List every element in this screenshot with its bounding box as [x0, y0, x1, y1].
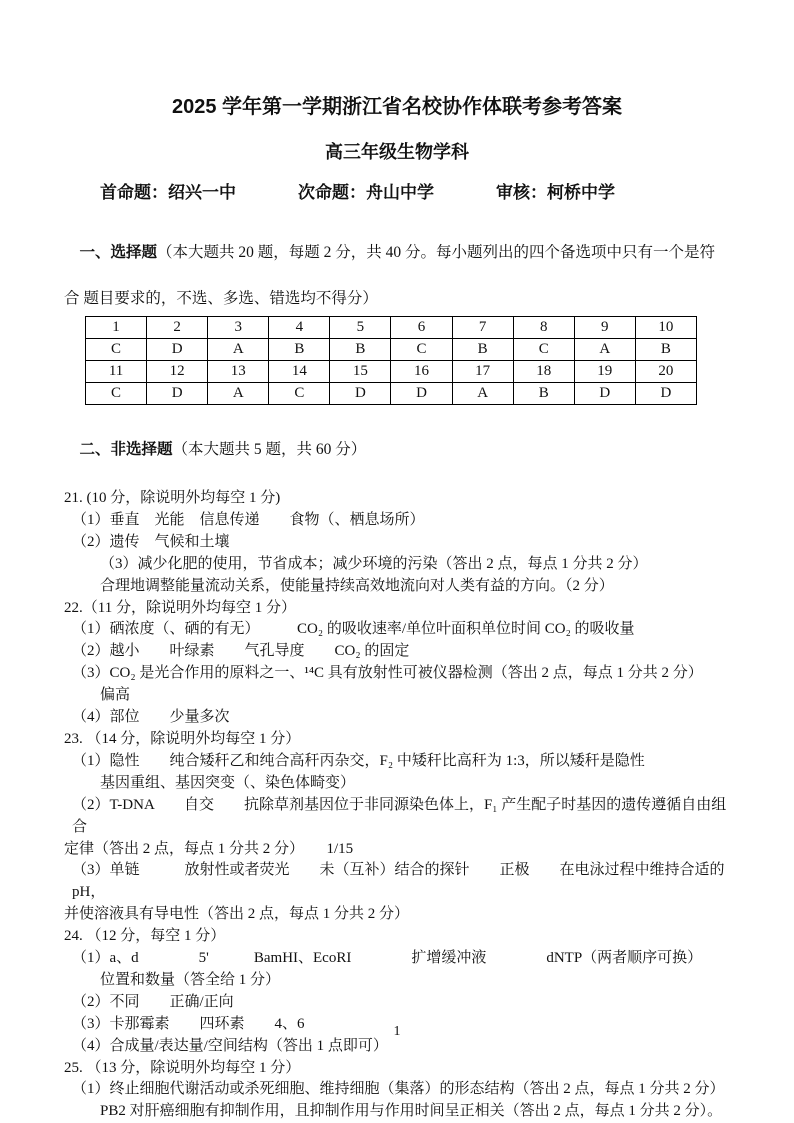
section-choice-heading-rest: （本大题共 20 题，每题 2 分，共 40 分。每小题列出的四个备选项中只有一个是符 [157, 244, 716, 261]
answer-line: （1）a、d 5' BamHI、EcoRI 扩增缓冲液 dNTP（两者顺序可换） [72, 950, 703, 967]
second-setter: 次命题：舟山中学 [298, 183, 434, 202]
section-free-heading [0, 415, 794, 484]
answer-line: 22.（11 分，除说明外均每空 1 分） [64, 599, 296, 616]
answer-cell: C [513, 339, 574, 361]
answer-line: （2）遗传 气候和土壤 [72, 533, 230, 550]
answer-line: 偏高 [100, 687, 131, 704]
committee-line [0, 182, 794, 204]
answer-cell: 15 [330, 361, 391, 383]
answer-letter-row [86, 339, 697, 361]
question-number-row [86, 317, 697, 339]
answer-cell: B [269, 339, 330, 361]
answer-line: 基因重组、基因突变（、染色体畸变） [100, 774, 356, 791]
answer-cell: A [452, 383, 513, 405]
section-choice-heading-bold: 一、选择题 [79, 244, 158, 261]
answer-cell: 18 [513, 361, 574, 383]
answer-cell: B [513, 383, 574, 405]
section-choice-heading-line2: 合 题目要求的，不选、多选、错选均不得分） [64, 290, 378, 307]
answer-line: 24. （12 分，每空 1 分） [64, 928, 226, 945]
answer-line: （1）终止细胞代谢活动或杀死细胞、维持细胞（集落）的形态结构（答出 2 点，每点 1 分共 2 分） [72, 1081, 725, 1098]
subject-subtitle: 高三年级生物学科 [325, 142, 469, 162]
answer-cell: 1 [86, 317, 147, 339]
answer-cell: D [147, 383, 208, 405]
answer-cell: 8 [513, 317, 574, 339]
answer-line: PB2 对肝癌细胞有抑制作用，且抑制作用与作用时间呈正相关（答出 2 点，每点 1 分共 2 分）。 [100, 1103, 723, 1120]
answer-line: 21. (10 分，除说明外均每空 1 分) [64, 490, 281, 506]
page-number: 1 [393, 1024, 401, 1039]
answer-line: （1）隐性 纯合矮秆乙和纯合高秆丙杂交，F₂ 中矮秆比高秆为 1:3，所以矮秆是隐性 [72, 752, 645, 769]
answer-line: 23. （14 分，除说明外均每空 1 分） [64, 730, 301, 747]
answer-cell: 7 [452, 317, 513, 339]
answer-line: （3）卡那霉素 四环素 4、6 [72, 1015, 305, 1032]
answer-cell: 12 [147, 361, 208, 383]
answer-cell: 2 [147, 317, 208, 339]
answer-table-body [86, 317, 697, 405]
answer-cell: D [330, 383, 391, 405]
answer-cell: D [391, 383, 452, 405]
answer-cell: C [269, 383, 330, 405]
answer-line: 位置和数量（答全给 1 分） [100, 971, 281, 988]
answer-line: （1）硒浓度（、硒的有无） CO₂ 的吸收速率/单位叶面积单位时间 CO₂ 的吸收量 [72, 621, 635, 638]
answer-line: 25. （13 分，除说明外均每空 1 分） [64, 1059, 301, 1076]
section-choice-heading [0, 218, 794, 287]
answer-cell: C [391, 339, 452, 361]
answer-line: （3）减少化肥的使用，节省成本；减少环境的污染（答出 2 点，每点 1 分共 2 分） [100, 555, 648, 572]
answer-cell: 11 [86, 361, 147, 383]
answer-cell: C [86, 383, 147, 405]
answer-line: （2）T-DNA 自交 抗除草剂基因位于非同源染色体上，F₁ 产生配子时基因的遗传遵循自由组合 [72, 796, 727, 835]
answer-line: （3）CO₂ 是光合作用的原料之一、¹⁴C 具有放射性可被仪器检测（答出 2 点，每点 1 分共 2 分） [72, 665, 703, 682]
question-number-row [86, 361, 697, 383]
answer-cell: 17 [452, 361, 513, 383]
answer-cell: 20 [635, 361, 696, 383]
answer-cell: D [635, 383, 696, 405]
answer-line: （1）垂直 光能 信息传递 食物（、栖息场所） [72, 511, 425, 528]
answer-line: （2）不同 正确/正向 [72, 993, 234, 1010]
answer-cell: 14 [269, 361, 330, 383]
answer-line: （3）单链 放射性或者荧光 未（互补）结合的探针 正极 在电泳过程中维持合适的 pH， [72, 862, 729, 901]
answer-line: 并使溶液具有导电性（答出 2 点，每点 1 分共 2 分） [64, 906, 410, 923]
answer-cell: 9 [574, 317, 635, 339]
first-setter: 首命题：绍兴一中 [100, 183, 236, 202]
answer-cell: D [147, 339, 208, 361]
answer-cell: B [330, 339, 391, 361]
answer-cell: A [574, 339, 635, 361]
answer-cell: 5 [330, 317, 391, 339]
answer-cell: A [208, 339, 269, 361]
answer-cell: 16 [391, 361, 452, 383]
answer-cell: D [574, 383, 635, 405]
answer-cell: 4 [269, 317, 330, 339]
document-title: 2025 学年第一学期浙江省名校协作体联考参考答案 [171, 96, 623, 118]
answer-cell: 3 [208, 317, 269, 339]
section-free-heading-rest: （本大题共 5 题，共 60 分） [172, 441, 367, 458]
answer-cell: 13 [208, 361, 269, 383]
answer-cell: B [635, 339, 696, 361]
answer-cell: 6 [391, 317, 452, 339]
reviewer: 审核：柯桥中学 [496, 183, 615, 202]
answer-cell: A [208, 383, 269, 405]
answer-cell: 10 [635, 317, 696, 339]
answer-line: （2）越小 叶绿素 气孔导度 CO₂ 的固定 [72, 643, 410, 660]
section-free-heading-bold: 二、非选择题 [79, 441, 173, 458]
answer-cell: B [452, 339, 513, 361]
answer-line: 定律（答出 2 点，每点 1 分共 2 分） 1/15 [64, 840, 354, 857]
answer-cell: C [86, 339, 147, 361]
answer-line: 合理地调整能量流动关系，使能量持续高效地流向对人类有益的方向。（2 分） [100, 577, 614, 594]
answer-line: （4）部位 少量多次 [72, 709, 230, 726]
answer-cell: 19 [574, 361, 635, 383]
answer-table [85, 316, 697, 405]
answer-line: （4）合成量/表达量/空间结构（答出 1 点即可） [72, 1037, 388, 1054]
answer-letter-row [86, 383, 697, 405]
